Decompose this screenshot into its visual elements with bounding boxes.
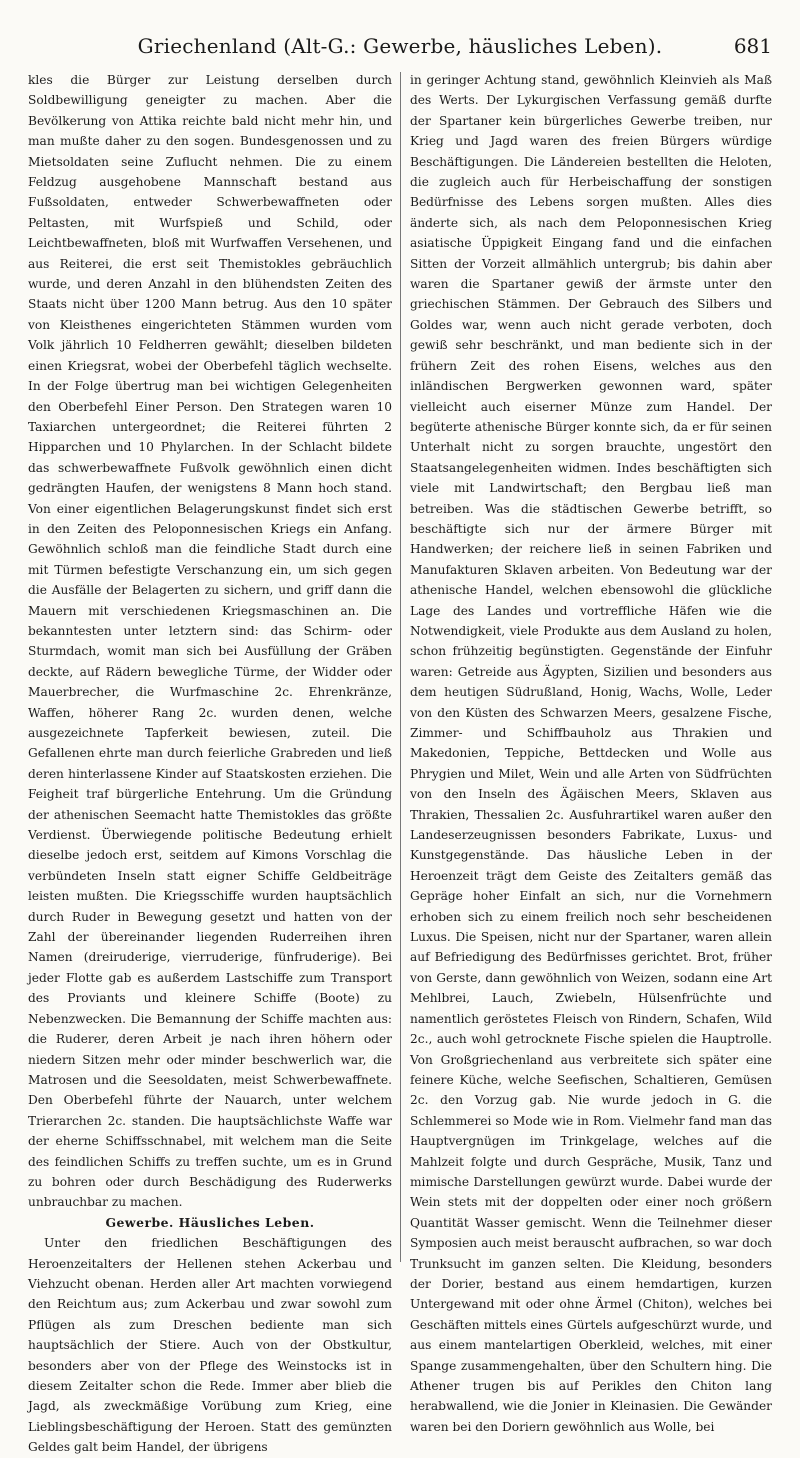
- left-paragraph-2: Unter den friedlichen Beschäftigungen des Heroenzeitalters der Hellenen stehen Ackerbau und Viehzucht obenan. Herden aller Art machten vorwiegend den Reichtum aus; zum Ackerbau und zwar sowohl zum Pflügen als zum Dreschen bediente man sich hauptsächlich der Stiere. Auch von der Obstkultur, besonders aber von der Pflege des Weinstocks ist in diesem Zeitalter schon die Rede. Immer aber blieb die Jagd, als zweckmäßige Vorübung zum Krieg, eine Lieblingsbeschäftigung der Heroen. Statt des gemünzten Geldes galt beim Handel, der übrigens: [28, 1236, 392, 1455]
- left-paragraph-1: kles die Bürger zur Leistung derselben durch Soldbewilligung geneigter zu machen. Aber die Bevölkerung von Attika reichte bald nicht mehr hin, und man mußte daher zu den sogen. Bundesgenossen und zu Mietsoldaten seine Zuflucht nehmen. Die zu einem Feldzug ausgehobene Mannschaft bestand aus Fußsoldaten, entweder Schwerbewaffneten oder Peltasten, mit Wurfspieß und Schild, oder Leichtbewaffneten, bloß mit Wurfwaffen Versehenen, und aus Reiterei, die erst seit Themistokles gebräuchlich wurde, und deren Anzahl in den blühendsten Zeiten des Staats nicht über 1200 Mann betrug. Aus den 10 später von Kleisthenes eingerichteten Stämmen wurden vom Volk jährlich 10 Feldherren gewählt; dieselben bildeten einen Kriegsrat, wobei der Oberbefehl täglich wechselte. In der Folge übertrug man bei wichtigen Gelegenheiten den Oberbefehl Einer Person. Den Strategen waren 10 Taxiarchen untergeordnet; die Reiterei führten 2 Hipparchen und 10 Phylarchen. In der Schlacht bildete das schwerbewaffnete Fußvolk gewöhnlich einen dicht gedrängten Haufen, der wenigstens 8 Mann hoch stand. Von einer eigentlichen Belagerungskunst findet sich erst in den Zeiten des Peloponnesischen Kriegs ein Anfang. Gewöhnlich schloß man die feindliche Stadt durch eine mit Türmen befestigte Verschanzung ein, um sich gegen die Ausfälle der Belagerten zu sichern, und griff dann die Mauern mit verschiedenen Kriegsmaschinen an. Die bekanntesten unter letztern sind: das Schirm- oder Sturmdach, womit man sich bei Ausfüllung der Gräben deckte, auf Rädern bewegliche Türme, der Widder oder Mauerbrecher, die Wurfmaschine 2c. Ehrenkränze, Waffen, höherer Rang 2c. wurden denen, welche ausgezeichnete Tapferkeit bewiesen, zuteil. Die Gefallenen ehrte man durch feierliche Grabreden und ließ deren hinterlassene Kinder auf Staatskosten erziehen. Die Feigheit traf bürgerliche Entehrung. Um die Gründung der athenischen Seemacht hatte Themistokles das größte Verdienst. Überwiegende politische Bedeutung erhielt dieselbe jedoch erst, seitdem auf Kimons Vorschlag die verbündeten Inseln statt eigner Schiffe Geldbeiträge leisten mußten. Die Kriegsschiffe wurden hauptsächlich durch Ruder in Bewegung gesetzt und hatten von der Zahl der übereinander liegenden Ruderreihen ihren Namen (dreiruderige, vierruderige, fünfruderige). Bei jeder Flotte gab es außerdem Lastschiffe zum Transport des Proviants und kleinere Schiffe (Boote) zu Nebenzwecken. Die Bemannung der Schiffe machten aus: die Ruderer, deren Arbeit je nach ihren höhern oder niedern Sitzen mehr oder minder beschwerlich war, die Matrosen und die Seesoldaten, meist Schwerbewaffnete. Den Oberbefehl führte der Nauarch, unter welchem Trierarchen 2c. standen. Die hauptsächlichste Waffe war der eherne Schiffsschnabel, mit welchem man die Seite des feindlichen Schiffs zu treffen suchte, um es in Grund zu bohren oder durch Beschädigung des Ruderwerks unbrauchbar zu machen.: [28, 73, 392, 1210]
- right-paragraph-1: in geringer Achtung stand, gewöhnlich Kleinvieh als Maß des Werts. Der Lykurgischen Verfassung gemäß durfte der Spartaner kein bürgerliches Gewerbe treiben, nur Krieg und Jagd waren des freien Bürgers würdige Beschäftigungen. Die Ländereien bestellten die Heloten, die zugleich auch für Herbeischaffung der sonstigen Bedürfnisse des Lebens sorgen mußten. Alles dies änderte sich, als nach dem Peloponnesischen Krieg asiatische Üppigkeit Eingang fand und die einfachen Sitten der Vorzeit allmählich untergrub; bis dahin aber waren die Spartaner gewiß der ärmste unter den griechischen Stämmen. Der Gebrauch des Silbers und Goldes war, wenn auch nicht gerade verboten, doch gewiß sehr beschränkt, und man bediente sich in der frühern Zeit des rohen Eisens, welches aus den inländischen Bergwerken gewonnen ward, später vielleicht auch eiserner Münze zum Handel. Der begüterte athenische Bürger konnte sich, da er für seinen Unterhalt nicht zu sorgen brauchte, ungestört den Staatsangelegenheiten widmen. Indes beschäftigten sich viele mit Landwirtschaft; den Bergbau ließ man betreiben. Was die städtischen Gewerbe betrifft, so beschäftigte sich nur der ärmere Bürger mit Handwerken; der reichere ließ in seinen Fabriken und Manufakturen Sklaven arbeiten. Von Bedeutung war der athenische Handel, welchen ebensowohl die glückliche Lage des Landes und vortreffliche Häfen wie die Notwendigkeit, viele Produkte aus dem Ausland zu holen, schon frühzeitig begünstigten. Gegenstände der Einfuhr waren: Getreide aus Ägypten, Sizilien und besonders aus dem heutigen Südrußland, Honig, Wachs, Wolle, Leder von den Küsten des Schwarzen Meers, gesalzene Fische, Zimmer- und Schiffbauholz aus Thrakien und Makedonien, Teppiche, Bettdecken und Wolle aus Phrygien und Milet, Wein und alle Arten von Südfrüchten von den Inseln des Ägäischen Meers, Sklaven aus Thrakien, Thessalien 2c. Ausfuhrartikel waren außer den Landeserzeugnissen besonders Fabrikate, Luxus- und Kunstgegenstände. Das häusliche Leben in der Heroenzeit trägt dem Geiste des Zeitalters gemäß das Gepräge hoher Einfalt an sich, nur die Vornehmern erhoben sich zu einem freilich noch sehr bescheidenen Luxus. Die Speisen, nicht nur der Spartaner, waren allein auf Befriedigung des Bedürfnisses gerichtet. Brot, früher von Gerste, dann gewöhnlich von Weizen, sodann eine Art Mehlbrei, Lauch, Zwiebeln, Hülsenfrüchte und namentlich geröstetes Fleisch von Rindern, Schafen, Wild 2c., auch wohl getrocknete Fische spielen die Hauptrolle. Von Großgriechenland aus verbreitete sich später eine feinere Küche, welche Seefischen, Schaltieren, Gemüsen 2c. den Vorzug gab. Nie wurde jedoch in G. die Schlemmerei so Mode wie in Rom. Vielmehr fand man das Hauptvergnügen im Trinkgelage, welches auf die Mahlzeit folgte und durch Gespräche, Musik, Tanz und mimische Darstellungen gewürzt wurde. Dabei wurde der Wein stets mit der doppelten oder einer noch größern Quantität Wasser gemischt. Wenn die Teilnehmer dieser Symposien auch meist berauscht aufbrachen, so war doch Trunksucht im ganzen selten. Die Kleidung, besonders der Dorier, bestand aus einem hemdartigen, kurzen Untergewand mit oder ohne Ärmel (Chiton), welches bei Geschäften mittels eines Gürtels aufgeschürzt wurde, und aus einem mantelartigen Oberkleid, welches, mit einer Spange zusammengehalten, über den Schultern hing. Die Athener trugen bis auf Perikles den Chiton lang herabwallend, wie die Jonier in Kleinasien. Die Gewänder waren bei den Doriern gewöhnlich aus Wolle, bei: [410, 73, 772, 1434]
- page-number: 681: [733, 34, 772, 58]
- right-column: [410, 70, 772, 1434]
- page-header: [28, 30, 772, 64]
- section-heading: Gewerbe. Häusliches Leben.: [105, 1214, 315, 1230]
- left-column: [28, 70, 392, 1455]
- running-title: Griechenland (Alt-G.: Gewerbe, häusliches Leben).: [137, 34, 663, 58]
- column-divider: [400, 72, 401, 1262]
